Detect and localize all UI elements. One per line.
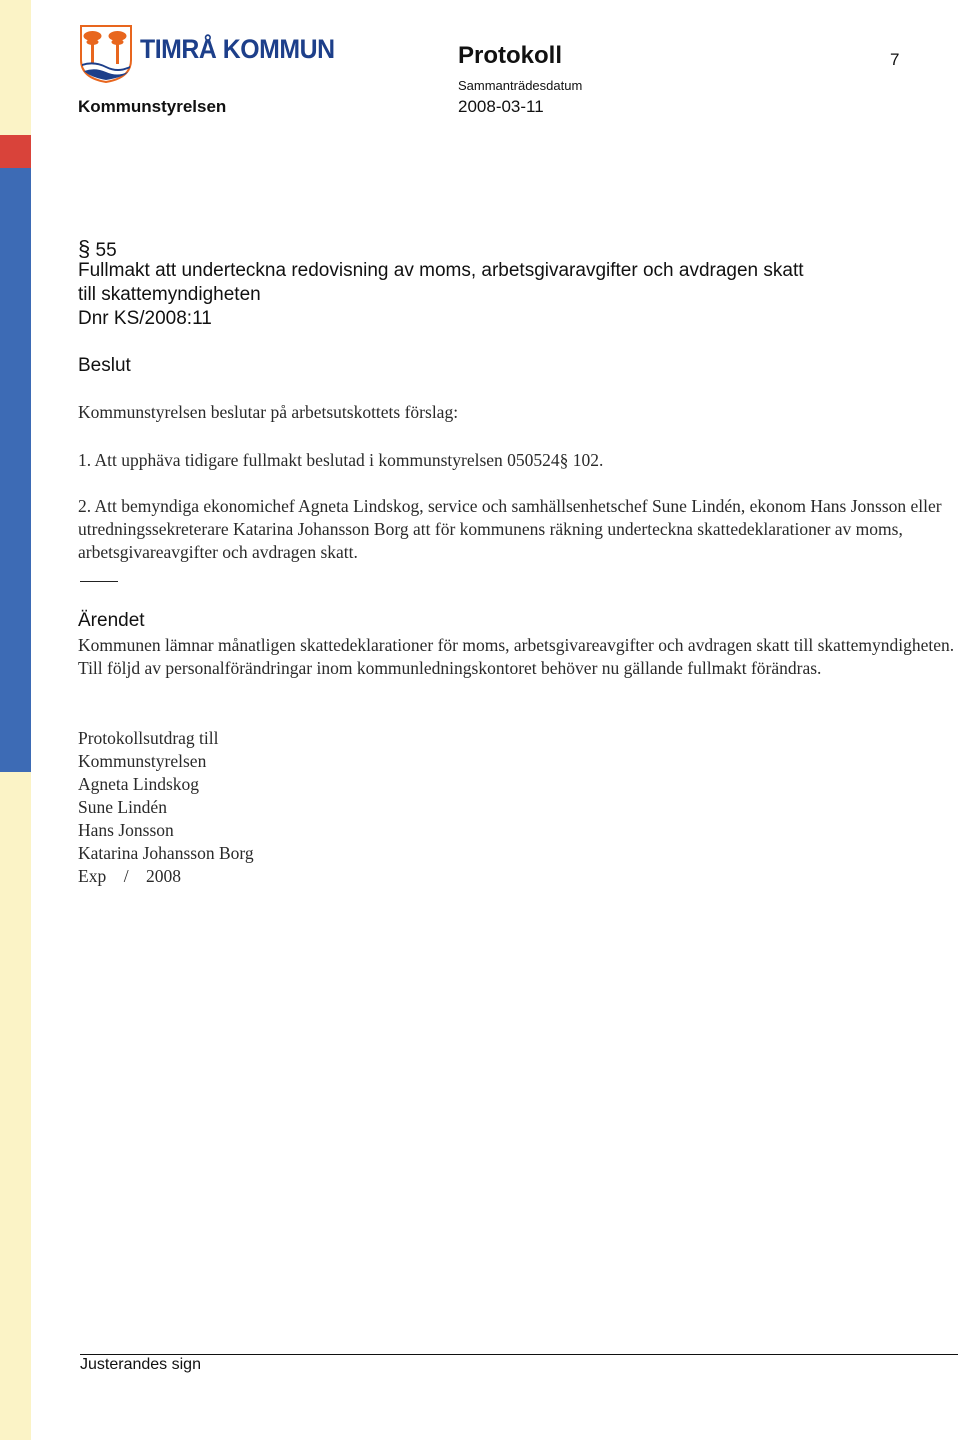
side-strip-yellow-top (0, 0, 31, 135)
section-divider (80, 581, 118, 582)
section-symbol: § (78, 236, 91, 261)
document-type: Protokoll (458, 42, 563, 69)
signature-label: Justerandes sign (80, 1356, 201, 1373)
distribution-list (78, 727, 254, 888)
expedition-line: Exp / 2008 (78, 866, 182, 886)
date-label: Sammanträdesdatum (458, 78, 583, 93)
arendet-text: Kommunen lämnar månatligen skattedeklarationer för moms, arbetsgivareavgifter och avdragen skatt till skattemyndigheten. Till följd av personalförändringar inom kommunledningskontoret behöver nu gällande fullmakt förändras. (78, 635, 955, 678)
list-item: Agneta Lindskog (78, 774, 200, 794)
organization-name: Kommunstyrelsen (78, 97, 227, 116)
list-item: Sune Lindén (78, 797, 167, 817)
page-number: 7 (890, 50, 900, 69)
item-title-line-1: Fullmakt att underteckna redovisning av moms, arbetsgivaravgifter och avdragen skatt (78, 260, 804, 281)
footer-rule (80, 1354, 958, 1355)
distribution-heading: Protokollsutdrag till (78, 728, 219, 748)
item-title-block (78, 259, 948, 331)
side-strip-red (0, 135, 31, 168)
arendet-heading: Ärendet (78, 610, 145, 631)
timra-coat-of-arms-logo (78, 24, 134, 84)
meeting-date: 2008-03-11 (458, 97, 544, 116)
side-strip-yellow-bottom (0, 772, 31, 1440)
diary-number: Dnr KS/2008:11 (78, 308, 212, 329)
list-item: Hans Jonsson (78, 820, 174, 840)
list-item: Katarina Johansson Borg (78, 843, 254, 863)
beslut-point-1: 1. Att upphäva tidigare fullmakt beslutad i kommunstyrelsen 050524§ 102. (78, 450, 604, 470)
side-strip-blue (0, 168, 31, 772)
list-item: Kommunstyrelsen (78, 751, 207, 771)
item-title-line-2: till skattemyndigheten (78, 284, 261, 305)
brand-name: TIMRÅ KOMMUN (140, 34, 335, 64)
beslut-intro: Kommunstyrelsen beslutar på arbetsutskottets förslag: (78, 402, 459, 422)
beslut-heading: Beslut (78, 355, 131, 376)
beslut-point-2: 2. Att bemyndiga ekonomichef Agneta Lindskog, service och samhällsenhetschef Sune Lindén, ekonom Hans Jonsson eller utredningssekreterare Katarina Johansson Borg att för kommunens räkning underteckna skattedeklarationer av moms, arbetsgivareavgifter och avdragen skatt. (78, 496, 942, 562)
section-number-value: 55 (95, 240, 117, 261)
